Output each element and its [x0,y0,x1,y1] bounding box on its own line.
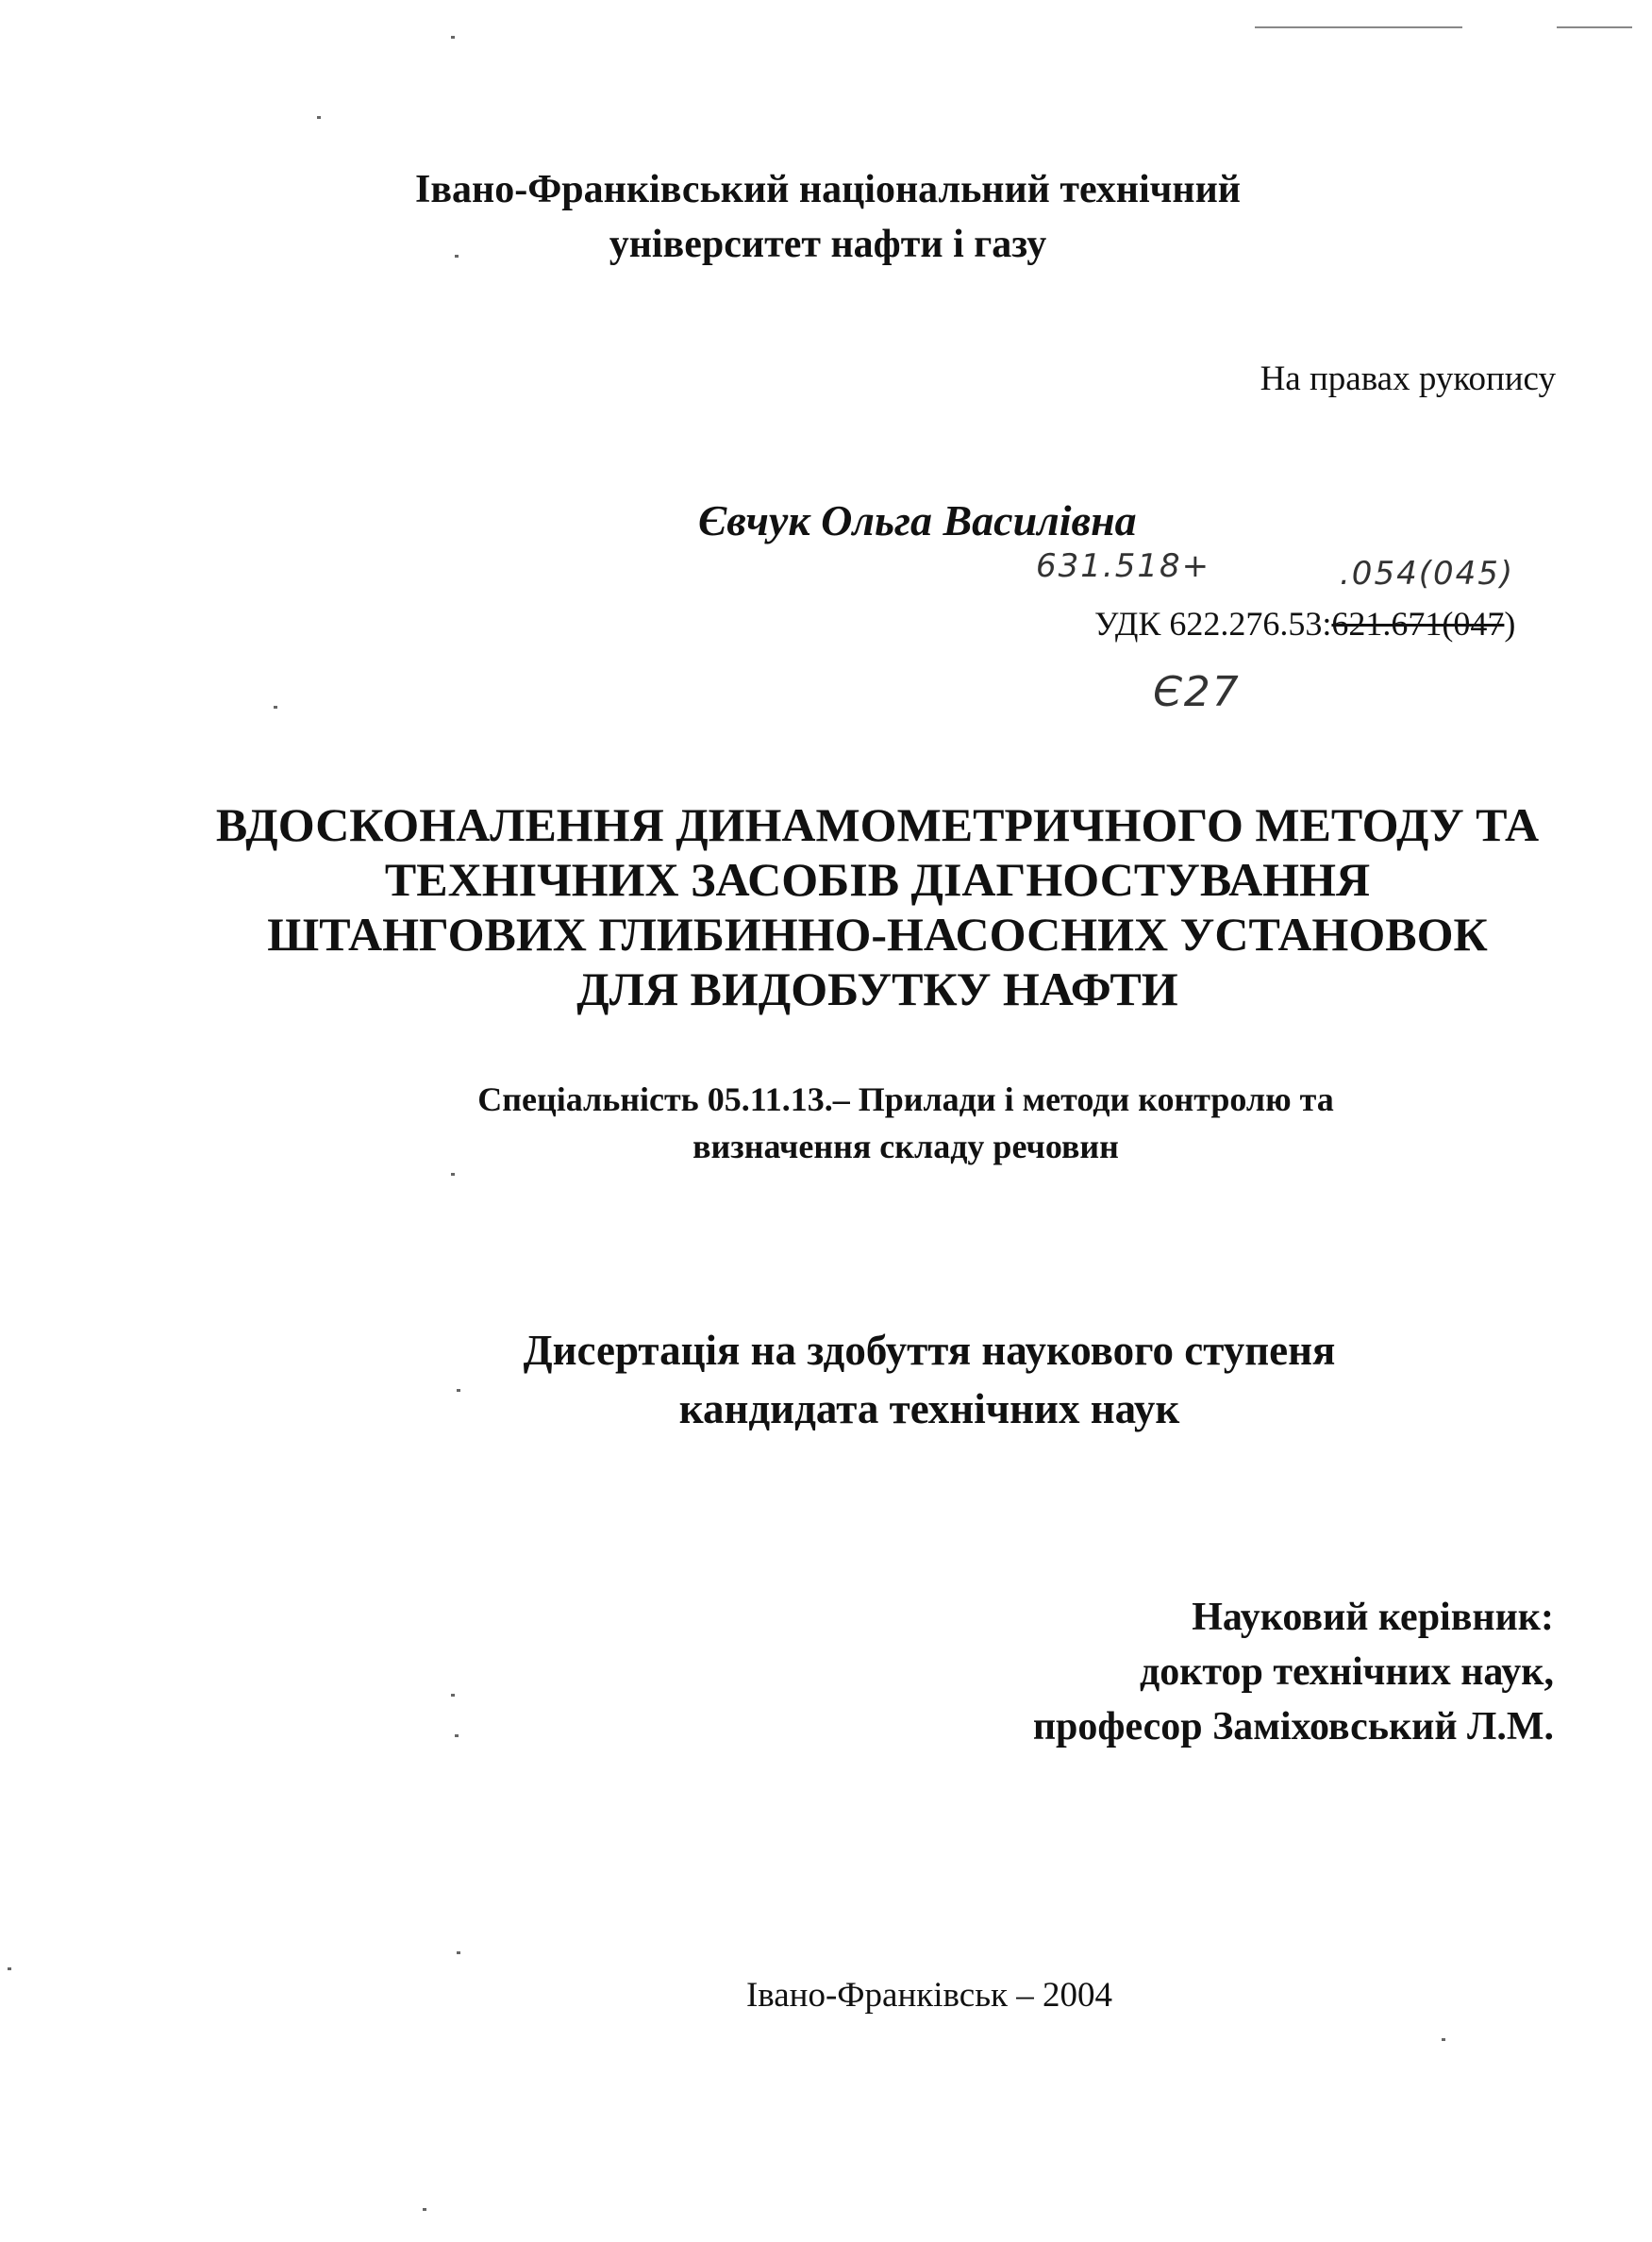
scan-line [1255,26,1462,28]
dissertation-title [179,797,1576,1016]
city-year: Івано-Франківськ – 2004 [745,1976,1113,2015]
specialty [396,1076,1415,1170]
scan-speck [451,1173,455,1176]
udc-struck: 621.671(047 [1331,605,1505,643]
scan-speck [451,36,455,39]
title-line-4: ДЛЯ ВИДОБУТКУ НАФТИ [576,962,1178,1015]
handwritten-index: Є27 [1153,668,1241,716]
udc-prefix: УДК 622.276.53: [1094,605,1332,643]
supervisor-line-2: доктор технічних наук, [1139,1650,1554,1694]
degree-statement [434,1321,1425,1438]
scan-speck [274,706,277,709]
degree-line-2: кандидата технічних наук [678,1385,1180,1432]
specialty-line-1: Спеціальність 05.11.13.– Прилади і методи контролю та [477,1080,1334,1118]
title-line-1: ВДОСКОНАЛЕННЯ ДИНАМОМЕТРИЧНОГО МЕТОДУ ТА [215,798,1540,851]
supervisor-line-3: професор Заміховський Л.М. [1032,1705,1554,1748]
supervisor-block [1033,1590,1554,1754]
scan-speck [8,1967,11,1970]
author-name: Євчук Ольга Василівна [698,496,1137,544]
supervisor-line-1: Науковий керівник: [1192,1596,1554,1639]
handwritten-udc-note-2: .054(045) [1340,555,1515,593]
scan-speck [457,1951,460,1954]
manuscript-note: На правах рукопису [1260,360,1556,398]
scan-speck [423,2208,426,2211]
specialty-line-2: визначення складу речовин [693,1128,1119,1165]
handwritten-udc-note-1: 631.518+ [1036,547,1211,585]
udc-suffix: ) [1504,605,1516,643]
degree-line-1: Дисертація на здобуття наукового ступеня [523,1327,1336,1374]
scan-speck [451,1694,455,1697]
udc-code [1094,604,1515,644]
university-line-1: Івано-Франківський національний технічний [415,168,1241,211]
scan-speck [455,1734,459,1737]
university-line-2: університет нафти і газу [609,223,1047,266]
title-line-3: ШТАНГОВИХ ГЛИБИННО-НАСОСНИХ УСТАНОВОК [267,908,1488,961]
scan-line [1557,26,1632,28]
scan-speck [317,116,321,119]
scan-speck [1442,2038,1445,2041]
title-line-2: ТЕХНІЧНИХ ЗАСОБІВ ДІАГНОСТУВАННЯ [384,853,1371,906]
university-name [113,162,1543,272]
